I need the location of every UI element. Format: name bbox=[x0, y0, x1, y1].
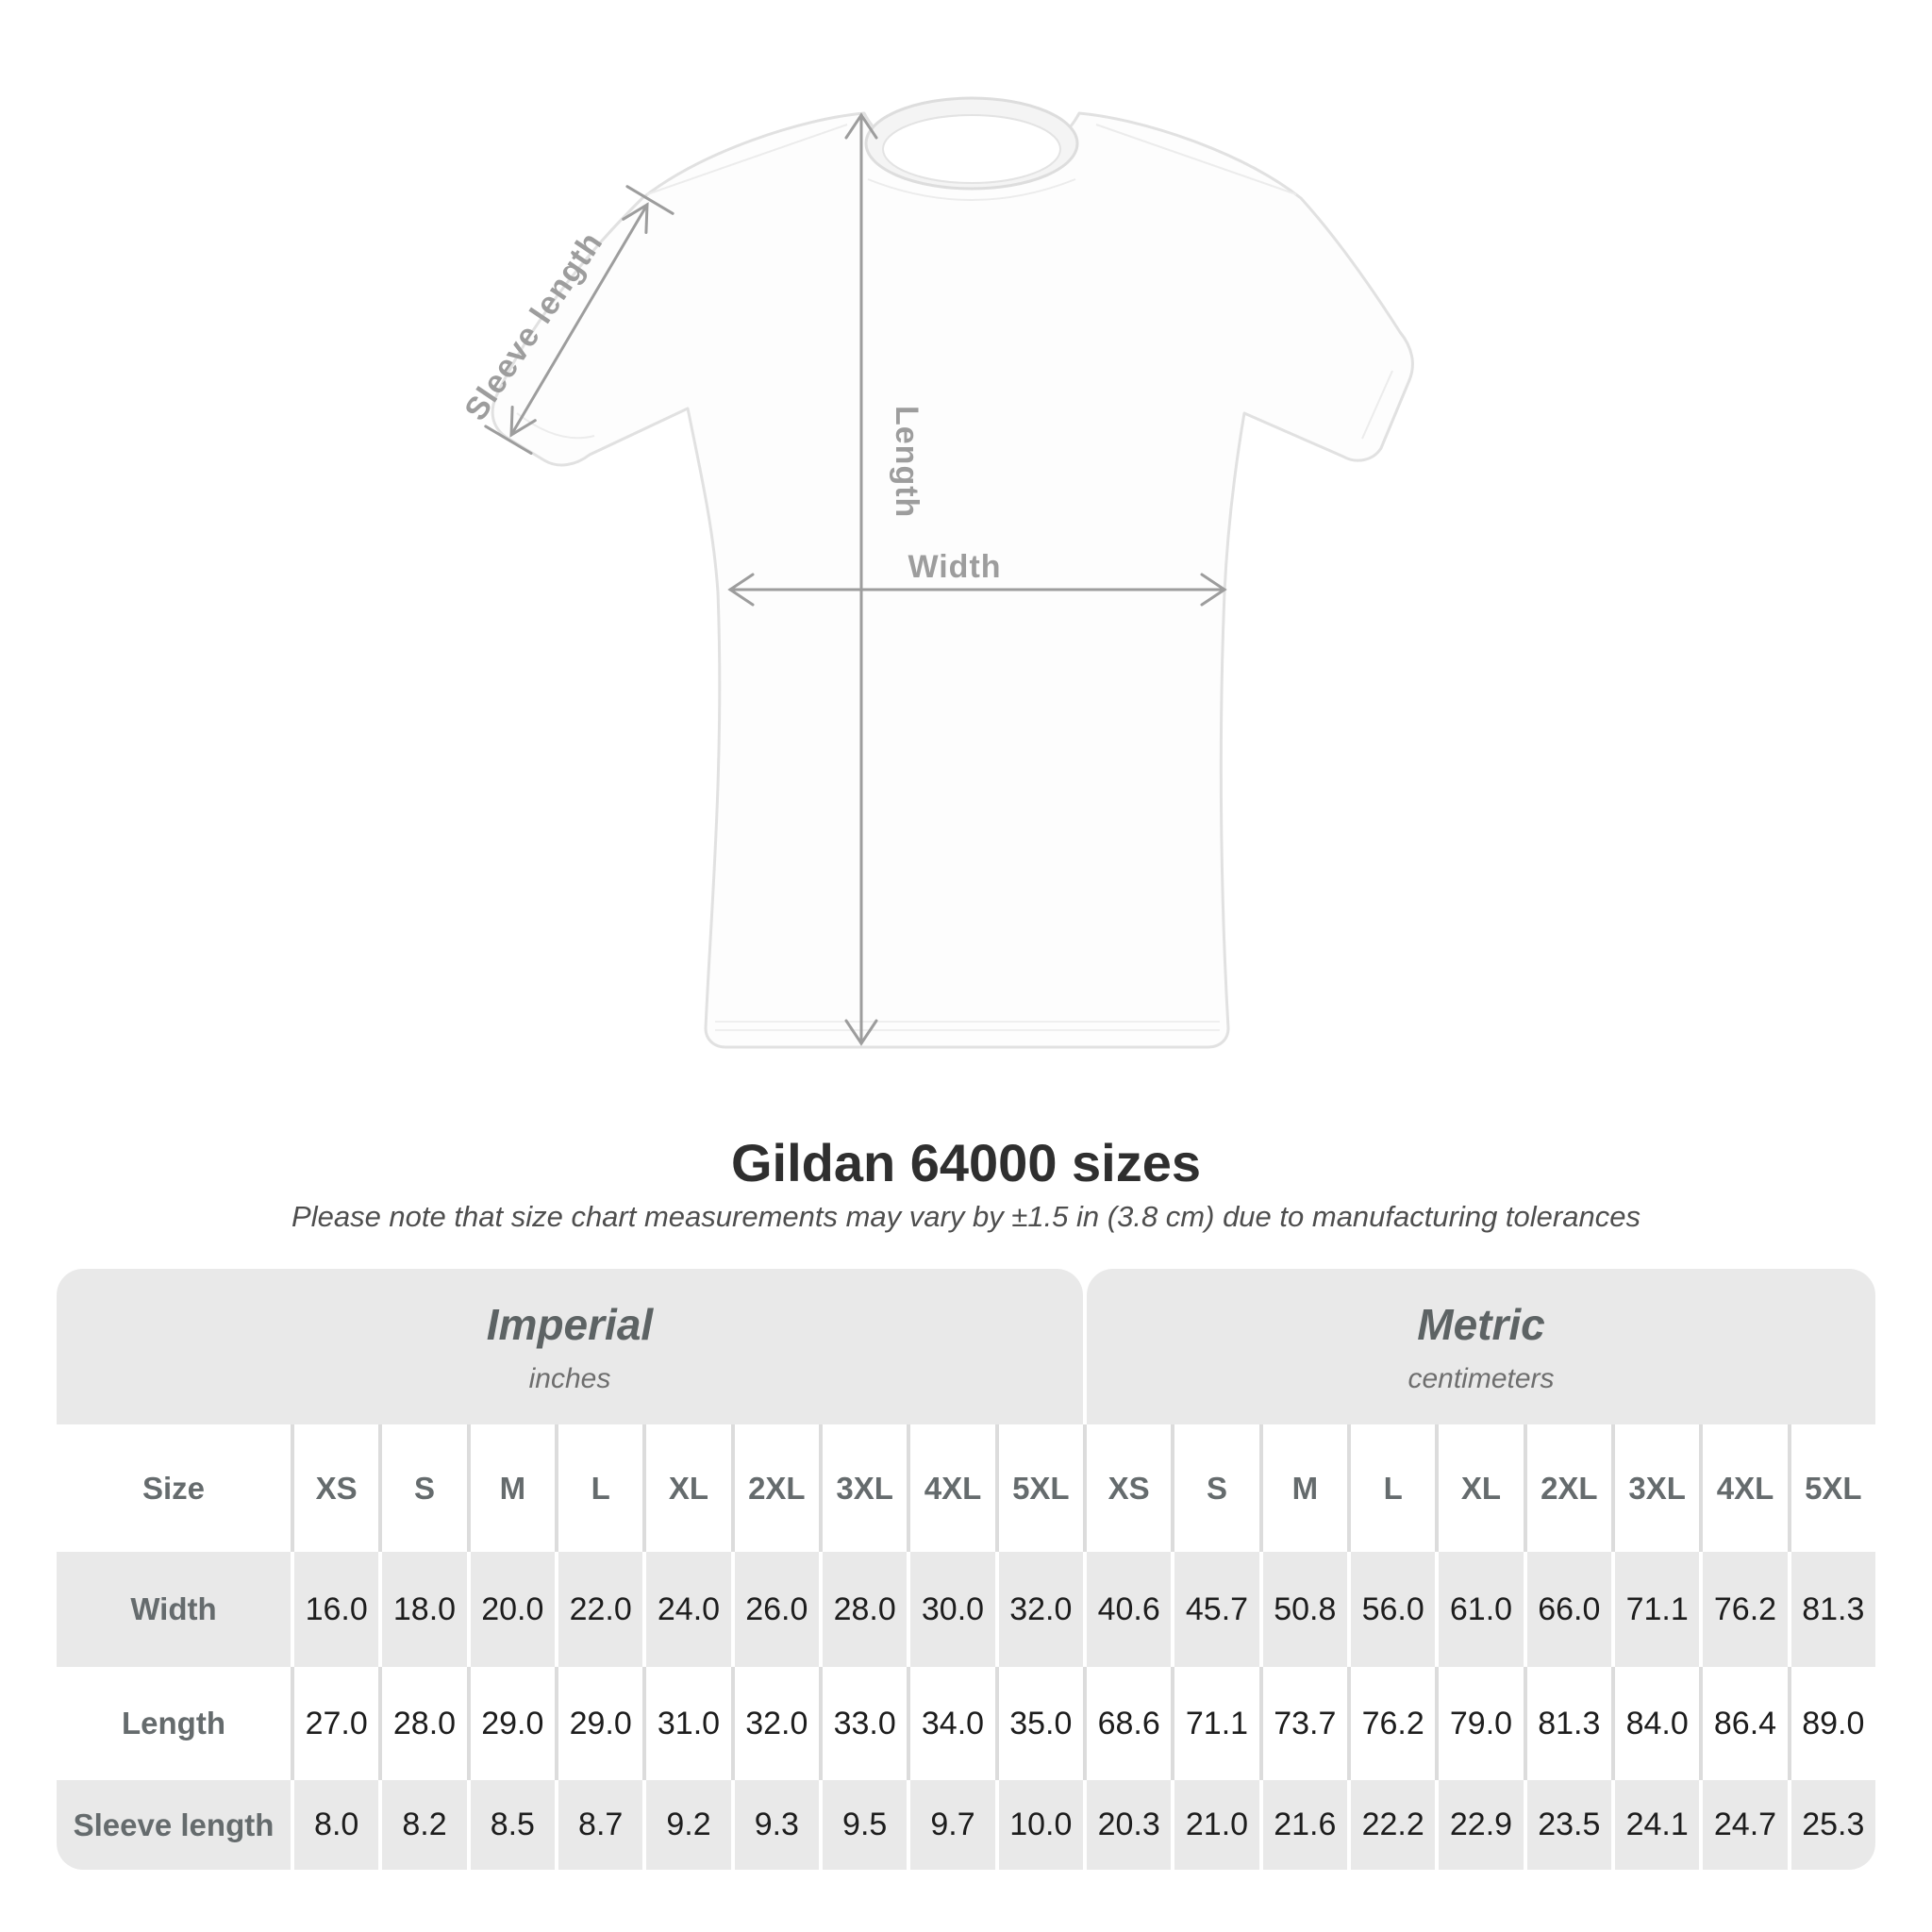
size-header-imperial-XL: XL bbox=[642, 1424, 730, 1552]
imperial-group-header bbox=[57, 1269, 1083, 1424]
value-cell-imperial: 34.0 bbox=[907, 1667, 994, 1780]
value-cell-imperial: 27.0 bbox=[291, 1667, 378, 1780]
value-cell-metric: 71.1 bbox=[1611, 1552, 1699, 1667]
size-column-header: Size bbox=[57, 1424, 291, 1552]
size-header-imperial-M: M bbox=[467, 1424, 555, 1552]
length-row bbox=[57, 1667, 1875, 1780]
value-cell-metric: 81.3 bbox=[1524, 1667, 1611, 1780]
value-cell-imperial: 8.2 bbox=[378, 1780, 466, 1870]
page-subtitle: Please note that size chart measurements may vary by ±1.5 in (3.8 cm) due to manufacturing tolerances bbox=[291, 1200, 1641, 1233]
metric-group-header bbox=[1087, 1269, 1875, 1424]
size-header-imperial-5XL: 5XL bbox=[995, 1424, 1083, 1552]
size-header-imperial-L: L bbox=[555, 1424, 642, 1552]
value-cell-imperial: 10.0 bbox=[995, 1780, 1083, 1870]
value-cell-imperial: 18.0 bbox=[378, 1552, 466, 1667]
value-cell-metric: 21.6 bbox=[1259, 1780, 1347, 1870]
value-cell-imperial: 9.5 bbox=[819, 1780, 907, 1870]
size-header-imperial-S: S bbox=[378, 1424, 466, 1552]
page-title: Gildan 64000 sizes bbox=[730, 1133, 1202, 1192]
unit-group-header-row bbox=[57, 1269, 1875, 1424]
value-cell-metric: 73.7 bbox=[1259, 1667, 1347, 1780]
value-cell-metric: 86.4 bbox=[1699, 1667, 1787, 1780]
value-cell-metric: 76.2 bbox=[1699, 1552, 1787, 1667]
value-cell-imperial: 31.0 bbox=[642, 1667, 730, 1780]
sleeve-length-row bbox=[57, 1780, 1875, 1870]
value-cell-imperial: 20.0 bbox=[467, 1552, 555, 1667]
size-header-row bbox=[57, 1424, 1875, 1552]
value-cell-imperial: 22.0 bbox=[555, 1552, 642, 1667]
value-cell-metric: 56.0 bbox=[1347, 1552, 1435, 1667]
row-label: Width bbox=[57, 1552, 291, 1667]
value-cell-imperial: 9.7 bbox=[907, 1780, 994, 1870]
value-cell-metric: 89.0 bbox=[1788, 1667, 1875, 1780]
value-cell-imperial: 28.0 bbox=[819, 1552, 907, 1667]
size-header-metric-S: S bbox=[1171, 1424, 1258, 1552]
value-cell-metric: 79.0 bbox=[1435, 1667, 1523, 1780]
value-cell-metric: 76.2 bbox=[1347, 1667, 1435, 1780]
value-cell-imperial: 8.7 bbox=[555, 1780, 642, 1870]
value-cell-imperial: 32.0 bbox=[995, 1552, 1083, 1667]
value-cell-metric: 81.3 bbox=[1788, 1552, 1875, 1667]
value-cell-metric: 22.2 bbox=[1347, 1780, 1435, 1870]
value-cell-imperial: 9.2 bbox=[642, 1780, 730, 1870]
value-cell-imperial: 28.0 bbox=[378, 1667, 466, 1780]
value-cell-metric: 23.5 bbox=[1524, 1780, 1611, 1870]
value-cell-imperial: 8.5 bbox=[467, 1780, 555, 1870]
size-header-metric-2XL: 2XL bbox=[1524, 1424, 1611, 1552]
size-header-metric-XL: XL bbox=[1435, 1424, 1523, 1552]
value-cell-imperial: 9.3 bbox=[731, 1780, 819, 1870]
value-cell-metric: 21.0 bbox=[1171, 1780, 1258, 1870]
size-header-imperial-2XL: 2XL bbox=[731, 1424, 819, 1552]
size-header-metric-L: L bbox=[1347, 1424, 1435, 1552]
value-cell-imperial: 16.0 bbox=[291, 1552, 378, 1667]
value-cell-metric: 24.7 bbox=[1699, 1780, 1787, 1870]
imperial-label: Imperial bbox=[486, 1299, 654, 1349]
value-cell-metric: 40.6 bbox=[1083, 1552, 1171, 1667]
size-header-imperial-3XL: 3XL bbox=[819, 1424, 907, 1552]
value-cell-metric: 22.9 bbox=[1435, 1780, 1523, 1870]
value-cell-metric: 71.1 bbox=[1171, 1667, 1258, 1780]
value-cell-metric: 50.8 bbox=[1259, 1552, 1347, 1667]
width-label: Width bbox=[908, 549, 1002, 585]
width-row bbox=[57, 1552, 1875, 1667]
size-header-metric-4XL: 4XL bbox=[1699, 1424, 1787, 1552]
size-header-metric-3XL: 3XL bbox=[1611, 1424, 1699, 1552]
value-cell-imperial: 35.0 bbox=[995, 1667, 1083, 1780]
value-cell-imperial: 8.0 bbox=[291, 1780, 378, 1870]
value-cell-imperial: 32.0 bbox=[731, 1667, 819, 1780]
value-cell-imperial: 33.0 bbox=[819, 1667, 907, 1780]
length-label: Length bbox=[889, 406, 924, 519]
value-cell-metric: 25.3 bbox=[1788, 1780, 1875, 1870]
size-header-metric-M: M bbox=[1259, 1424, 1347, 1552]
size-table bbox=[57, 1269, 1875, 1870]
size-header-metric-XS: XS bbox=[1083, 1424, 1171, 1552]
value-cell-imperial: 30.0 bbox=[907, 1552, 994, 1667]
size-header-metric-5XL: 5XL bbox=[1788, 1424, 1875, 1552]
value-cell-imperial: 29.0 bbox=[555, 1667, 642, 1780]
sleeve-length-label: Sleeve length bbox=[458, 225, 610, 427]
value-cell-metric: 20.3 bbox=[1083, 1780, 1171, 1870]
metric-label: Metric bbox=[1417, 1299, 1545, 1349]
row-label: Sleeve length bbox=[57, 1780, 291, 1870]
imperial-unit-label: inches bbox=[528, 1362, 611, 1394]
size-header-imperial-4XL: 4XL bbox=[907, 1424, 994, 1552]
value-cell-metric: 45.7 bbox=[1171, 1552, 1258, 1667]
value-cell-imperial: 24.0 bbox=[642, 1552, 730, 1667]
value-cell-metric: 61.0 bbox=[1435, 1552, 1523, 1667]
value-cell-metric: 84.0 bbox=[1611, 1667, 1699, 1780]
value-cell-imperial: 26.0 bbox=[731, 1552, 819, 1667]
row-label: Length bbox=[57, 1667, 291, 1780]
value-cell-imperial: 29.0 bbox=[467, 1667, 555, 1780]
value-cell-metric: 24.1 bbox=[1611, 1780, 1699, 1870]
value-cell-metric: 66.0 bbox=[1524, 1552, 1611, 1667]
collar-inner bbox=[883, 115, 1060, 183]
metric-unit-label: centimeters bbox=[1407, 1362, 1555, 1394]
value-cell-metric: 68.6 bbox=[1083, 1667, 1171, 1780]
size-header-imperial-XS: XS bbox=[291, 1424, 378, 1552]
